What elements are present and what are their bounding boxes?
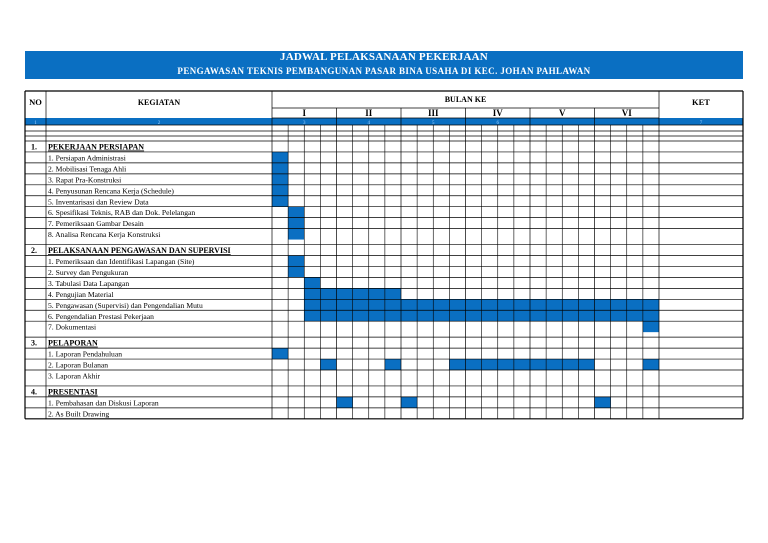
activity-label: 1. Laporan Pendahuluan <box>48 349 123 359</box>
activity-label: 7. Dokumentasi <box>48 322 97 332</box>
activity-bar <box>482 299 498 310</box>
activity-bar <box>482 359 498 370</box>
activity-bar <box>288 266 304 277</box>
activity-bar <box>385 299 401 310</box>
activity-bar <box>385 359 401 370</box>
activity-bar <box>546 310 562 321</box>
activity-label: 4. Penyusunan Rencana Kerja (Schedule) <box>48 186 174 196</box>
activity-bar <box>304 288 320 299</box>
page-title: JADWAL PELAKSANAAN PEKERJAAN <box>280 51 488 63</box>
activity-label: 2. Survey dan Pengukuran <box>48 267 129 277</box>
month-label: III <box>427 108 439 118</box>
activity-bar <box>498 359 514 370</box>
section-title: PRESENTASI <box>48 387 98 397</box>
activity-bar <box>643 299 659 310</box>
activity-bar <box>562 310 578 321</box>
activity-bar <box>385 310 401 321</box>
activity-bar <box>272 185 288 196</box>
section-title: PELAKSANAAN PENGAWASAN DAN SUPERVISI <box>48 246 231 256</box>
activity-bar <box>288 256 304 267</box>
activity-bar <box>643 321 659 332</box>
activity-bar <box>546 299 562 310</box>
activity-bar <box>466 359 482 370</box>
activity-bar <box>530 359 546 370</box>
activity-label: 6. Spesifikasi Teknis, RAB dan Dok. Pelelangan <box>48 208 196 218</box>
activity-label: 1. Pembahasan dan Diskusi Laporan <box>48 398 159 408</box>
activity-bar <box>449 299 465 310</box>
activity-bar <box>595 299 611 310</box>
activity-bar <box>401 310 417 321</box>
activity-bar <box>401 397 417 408</box>
activity-bar <box>498 310 514 321</box>
activity-bar <box>337 397 353 408</box>
index-number: 7 <box>699 121 703 126</box>
activity-bar <box>578 310 594 321</box>
activity-bar <box>611 310 627 321</box>
month-label: I <box>302 108 307 118</box>
section-title: PEKERJAAN PERSIAPAN <box>48 142 145 152</box>
activity-label: 5. Inventarisasi dan Review Data <box>48 197 149 207</box>
activity-bar <box>417 310 433 321</box>
activity-bar <box>272 152 288 163</box>
activity-bar <box>401 299 417 310</box>
index-row-bar <box>25 118 743 125</box>
activity-bar <box>449 359 465 370</box>
activity-bar <box>353 288 369 299</box>
activity-bar <box>514 310 530 321</box>
activity-label: 3. Laporan Akhir <box>48 371 101 381</box>
activity-bar <box>288 218 304 229</box>
index-number: 6 <box>496 121 499 126</box>
activity-label: 7. Pemeriksaan Gambar Desain <box>48 219 144 229</box>
month-label: II <box>365 108 373 118</box>
activity-bar <box>562 359 578 370</box>
activity-label: 6. Pengendalian Prestasi Pekerjaan <box>48 311 154 321</box>
activity-bar <box>288 229 304 240</box>
activity-bar <box>288 207 304 218</box>
activity-bar <box>433 299 449 310</box>
section-number: 1. <box>31 142 37 152</box>
activity-label: 4. Pengujian Material <box>48 289 114 299</box>
month-label: V <box>559 108 566 118</box>
activity-bar <box>369 299 385 310</box>
activity-bar <box>272 348 288 359</box>
activity-bar <box>304 299 320 310</box>
activity-bar <box>337 288 353 299</box>
activity-bar <box>272 196 288 207</box>
activity-bar <box>337 310 353 321</box>
activity-bar <box>466 310 482 321</box>
activity-label: 5. Pengawasan (Supervisi) dan Pengendalian Mutu <box>48 300 203 310</box>
bulan-ke-header: BULAN KE <box>444 95 487 104</box>
activity-label: 3. Rapat Pra-Konstruksi <box>48 175 122 185</box>
activity-bar <box>643 310 659 321</box>
activity-bar <box>530 299 546 310</box>
activity-bar <box>304 310 320 321</box>
section-number: 2. <box>31 246 37 256</box>
activity-bar <box>627 299 643 310</box>
activity-bar <box>595 310 611 321</box>
activity-bar <box>337 299 353 310</box>
activity-bar <box>320 359 336 370</box>
activity-bar <box>449 310 465 321</box>
activity-label: 8. Analisa Rencana Kerja Konstruksi <box>48 230 161 240</box>
activity-bar <box>272 163 288 174</box>
activity-bar <box>304 277 320 288</box>
activity-label: 3. Tabulasi Data Lapangan <box>48 278 130 288</box>
page-subtitle: PENGAWASAN TEKNIS PEMBANGUNAN PASAR BINA USAHA DI KEC. JOHAN PAHLAWAN <box>177 66 591 76</box>
section-number: 4. <box>31 387 37 397</box>
no-header: NO <box>29 97 42 107</box>
activity-bar <box>385 288 401 299</box>
activity-bar <box>546 359 562 370</box>
activity-bar <box>578 359 594 370</box>
activity-label: 1. Persiapan Administrasi <box>48 153 126 163</box>
activity-bar <box>562 299 578 310</box>
activity-bar <box>595 397 611 408</box>
activity-label: 2. As Built Drawing <box>48 409 110 419</box>
activity-bar <box>498 299 514 310</box>
activity-bar <box>417 299 433 310</box>
kegiatan-header: KEGIATAN <box>137 98 181 107</box>
index-number: 1 <box>34 121 37 126</box>
activity-bar <box>433 310 449 321</box>
activity-bar <box>353 299 369 310</box>
index-number: 3 <box>303 121 306 126</box>
activity-bar <box>514 299 530 310</box>
activity-bar <box>466 299 482 310</box>
activity-bar <box>482 310 498 321</box>
activity-label: 2. Laporan Bulanan <box>48 360 109 370</box>
activity-bar <box>353 310 369 321</box>
activity-bar <box>320 299 336 310</box>
activity-bar <box>530 310 546 321</box>
section-number: 3. <box>31 338 37 348</box>
activity-bar <box>643 359 659 370</box>
activity-label: 2. Mobilisasi Tenaga Ahli <box>48 164 127 174</box>
month-label: IV <box>492 108 503 118</box>
activity-bar <box>514 359 530 370</box>
activity-bar <box>369 310 385 321</box>
section-title: PELAPORAN <box>48 338 98 348</box>
activity-bar <box>369 288 385 299</box>
activity-bar <box>611 299 627 310</box>
activity-label: 1. Pemeriksaan dan Identifikasi Lapangan (Site) <box>48 257 195 266</box>
index-number: 2 <box>157 121 161 126</box>
activity-bar <box>272 174 288 185</box>
index-number: 5 <box>432 121 435 126</box>
index-number: 4 <box>367 121 370 126</box>
activity-bar <box>627 310 643 321</box>
ket-header: KET <box>692 97 710 107</box>
activity-bar <box>320 310 336 321</box>
activity-bar <box>578 299 594 310</box>
month-label: VI <box>621 108 632 118</box>
activity-bar <box>320 288 336 299</box>
